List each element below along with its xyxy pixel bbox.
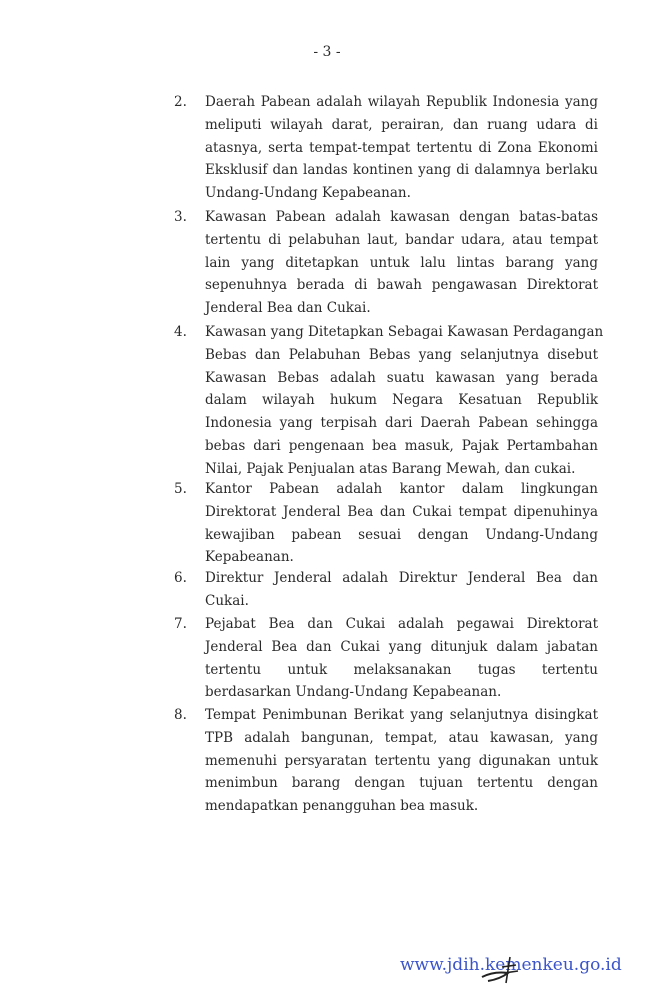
item-text-line: bebas dari pengenaan bea masuk, Pajak Pertambahan — [205, 437, 598, 454]
item-text-line: tertentu di pelabuhan laut, bandar udara, atau tempat — [205, 231, 598, 248]
item-number: 6. — [174, 570, 187, 586]
item-text-line: Direktorat Jenderal Bea dan Cukai tempat dipenuhinya — [205, 503, 598, 520]
item-text-line: Eksklusif dan landas kontinen yang di dalamnya berlaku — [205, 162, 598, 179]
item-text-line: memenuhi persyaratan tertentu yang digunakan untuk — [205, 752, 598, 769]
list-item — [174, 478, 598, 569]
item-text-line: dalam wilayah hukum Negara Kesatuan Republik — [205, 392, 598, 409]
item-text-line: Bebas dan Pelabuhan Bebas yang selanjutnya disebut — [205, 346, 598, 363]
item-text-line: berdasarkan Undang-Undang Kepabeanan. — [205, 684, 502, 701]
page-number: - 3 - — [313, 44, 341, 60]
item-text-line: Kepabeanan. — [205, 549, 294, 566]
list-item — [174, 613, 598, 704]
item-text-line: mendapatkan penangguhan bea masuk. — [205, 798, 479, 815]
item-text-line: Indonesia yang terpisah dari Daerah Pabean sehingga — [205, 415, 598, 432]
item-text-line: Cukai. — [205, 592, 249, 609]
item-text-line: Jenderal Bea dan Cukai. — [205, 300, 371, 317]
item-text-line: tertentu untuk melaksanakan tugas tertentu — [205, 661, 598, 678]
item-text-line: TPB adalah bangunan, tempat, atau kawasan, yang — [205, 729, 598, 746]
item-number: 5. — [174, 481, 187, 497]
list-item — [174, 91, 598, 205]
item-text-line: Undang-Undang Kepabeanan. — [205, 185, 411, 202]
list-item — [174, 704, 598, 818]
item-text-line: Tempat Penimbunan Berikat yang selanjutnya disingkat — [205, 707, 598, 723]
item-number: 7. — [174, 616, 187, 632]
item-text-line: Pejabat Bea dan Cukai adalah pegawai Direktorat — [205, 616, 598, 632]
item-number: 3. — [174, 209, 187, 225]
item-text-line: lain yang ditetapkan untuk lalu lintas barang yang — [205, 254, 598, 271]
list-item — [174, 321, 604, 481]
item-text-line: kewajiban pabean sesuai dengan Undang-Undang — [205, 526, 598, 543]
item-text-line: Kawasan Pabean adalah kawasan dengan batas-batas — [205, 209, 598, 225]
item-number: 2. — [174, 94, 187, 110]
list-item — [174, 567, 598, 613]
item-number: 8. — [174, 707, 187, 723]
list-item — [174, 206, 598, 320]
item-text-line: Daerah Pabean adalah wilayah Republik Indonesia yang — [205, 94, 598, 110]
item-text-line: Nilai, Pajak Penjualan atas Barang Mewah, dan cukai. — [205, 460, 576, 477]
item-number: 4. — [174, 324, 187, 340]
item-text-line: Kawasan yang Ditetapkan Sebagai Kawasan Perdagangan — [205, 324, 604, 340]
item-text-line: sepenuhnya berada di bawah pengawasan Direktorat — [205, 277, 598, 294]
footer-url[interactable]: www.jdih.kemenkeu.go.id — [400, 955, 622, 975]
item-text-line: Kawasan Bebas adalah suatu kawasan yang berada — [205, 369, 598, 386]
paraf-signature — [480, 955, 530, 985]
item-text-line: Kantor Pabean adalah kantor dalam lingkungan — [205, 481, 598, 497]
item-text-line: atasnya, serta tempat-tempat tertentu di Zona Ekonomi — [205, 139, 598, 156]
item-text-line: menimbun barang dengan tujuan tertentu dengan — [205, 775, 598, 792]
item-text-line: Jenderal Bea dan Cukai yang ditunjuk dalam jabatan — [205, 638, 598, 655]
item-text-line: meliputi wilayah darat, perairan, dan ruang udara di — [205, 116, 598, 133]
item-text-line: Direktur Jenderal adalah Direktur Jenderal Bea dan — [205, 570, 598, 586]
